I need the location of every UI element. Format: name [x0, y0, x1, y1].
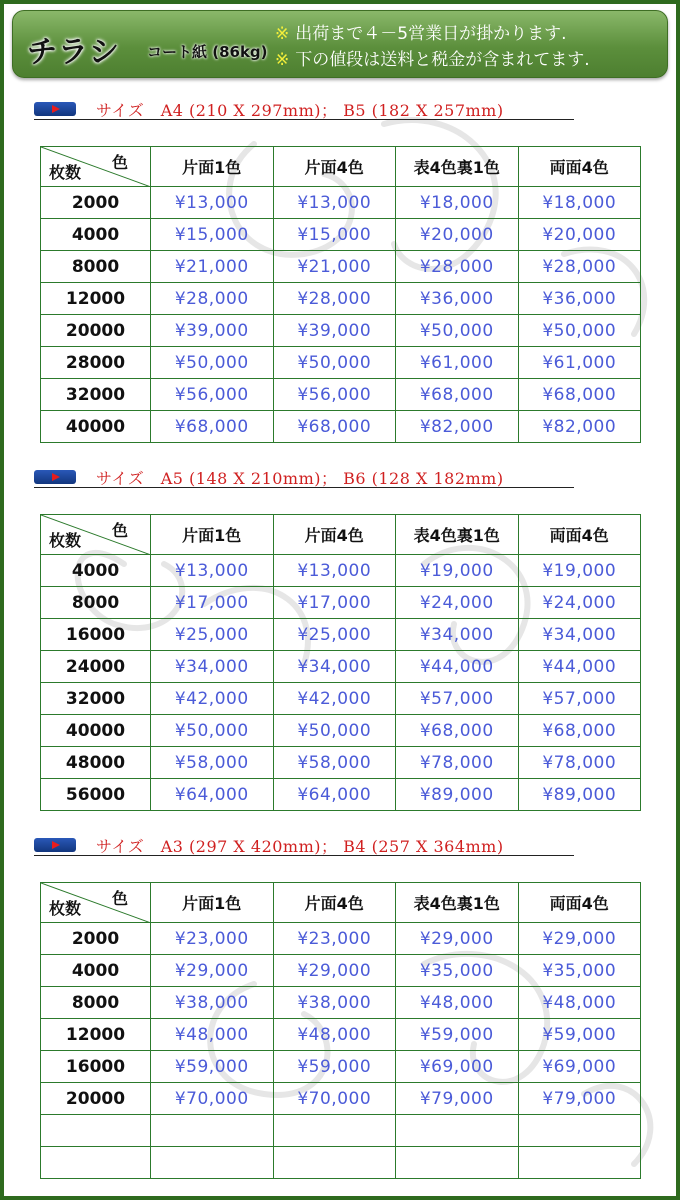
column-header: 両面4色: [518, 147, 641, 187]
note-mark: ※: [275, 50, 290, 70]
price-cell: ¥68,000: [273, 411, 396, 443]
price-cell: ¥28,000: [396, 251, 519, 283]
note-text: 出荷まで４－5営業日が掛かります.: [295, 24, 567, 44]
price-cell: ¥57,000: [518, 683, 641, 715]
quantity-cell: 20000: [41, 1083, 151, 1115]
price-cell: ¥42,000: [151, 683, 274, 715]
corner-cell: [41, 883, 151, 923]
note-mark: ※: [275, 24, 290, 44]
price-cell: ¥29,000: [273, 955, 396, 987]
price-cell: ¥59,000: [151, 1051, 274, 1083]
quantity-cell: 32000: [41, 379, 151, 411]
header-note: [275, 47, 590, 73]
price-table: [40, 146, 641, 443]
price-cell: ¥58,000: [151, 747, 274, 779]
quantity-cell: 8000: [41, 587, 151, 619]
price-cell: ¥23,000: [273, 923, 396, 955]
note-text: 下の値段は送料と税金が含まれてます.: [295, 50, 590, 70]
header-subtitle: コート紙 (86kg): [147, 43, 268, 61]
price-cell: ¥28,000: [151, 283, 274, 315]
price-cell: [396, 1147, 519, 1179]
price-cell: ¥28,000: [273, 283, 396, 315]
color-label: 色: [111, 153, 128, 172]
price-cell: ¥58,000: [273, 747, 396, 779]
table-header-row: [41, 883, 641, 923]
column-header: 片面1色: [151, 515, 274, 555]
table-header-row: [41, 515, 641, 555]
price-cell: ¥79,000: [396, 1083, 519, 1115]
price-cell: ¥70,000: [273, 1083, 396, 1115]
quantity-cell: 2000: [41, 187, 151, 219]
table-row: [41, 651, 641, 683]
price-cell: ¥68,000: [151, 411, 274, 443]
section-heading: [34, 466, 574, 488]
corner-cell: [41, 515, 151, 555]
header-note: [275, 21, 590, 47]
table-row: [41, 315, 641, 347]
price-cell: ¥82,000: [518, 411, 641, 443]
quantity-label: 枚数: [49, 899, 82, 918]
table-row: [41, 747, 641, 779]
price-cell: ¥19,000: [518, 555, 641, 587]
table-row: [41, 779, 641, 811]
quantity-cell: 16000: [41, 1051, 151, 1083]
table-row: [41, 347, 641, 379]
quantity-cell: 32000: [41, 683, 151, 715]
price-cell: ¥89,000: [518, 779, 641, 811]
table-row: [41, 1083, 641, 1115]
price-cell: ¥48,000: [151, 1019, 274, 1051]
arrow-icon: [34, 470, 76, 484]
price-cell: ¥19,000: [396, 555, 519, 587]
price-cell: ¥36,000: [518, 283, 641, 315]
table-row: [41, 283, 641, 315]
price-table: [40, 882, 641, 1179]
table-row: [41, 683, 641, 715]
table-row: [41, 555, 641, 587]
price-cell: ¥15,000: [151, 219, 274, 251]
price-cell: ¥82,000: [396, 411, 519, 443]
column-header: 片面1色: [151, 883, 274, 923]
price-cell: ¥18,000: [396, 187, 519, 219]
quantity-cell: 28000: [41, 347, 151, 379]
arrow-icon: [34, 102, 76, 116]
column-header: 両面4色: [518, 515, 641, 555]
quantity-cell: 12000: [41, 1019, 151, 1051]
price-cell: ¥50,000: [273, 347, 396, 379]
quantity-cell: 24000: [41, 651, 151, 683]
quantity-cell: 2000: [41, 923, 151, 955]
column-header: 表4色裏1色: [396, 147, 519, 187]
price-cell: ¥78,000: [396, 747, 519, 779]
color-label: 色: [111, 521, 128, 540]
table-row: [41, 187, 641, 219]
quantity-label: 枚数: [49, 531, 82, 550]
table-row: [41, 955, 641, 987]
quantity-cell: 40000: [41, 411, 151, 443]
column-header: 表4色裏1色: [396, 883, 519, 923]
price-cell: ¥17,000: [151, 587, 274, 619]
price-cell: ¥56,000: [273, 379, 396, 411]
table-row: [41, 987, 641, 1019]
quantity-cell: 4000: [41, 555, 151, 587]
header-notes: [275, 21, 590, 73]
price-cell: ¥38,000: [273, 987, 396, 1019]
price-cell: [518, 1115, 641, 1147]
column-header: 表4色裏1色: [396, 515, 519, 555]
price-cell: [151, 1115, 274, 1147]
price-cell: [273, 1147, 396, 1179]
price-cell: ¥24,000: [518, 587, 641, 619]
price-cell: ¥18,000: [518, 187, 641, 219]
price-cell: ¥13,000: [151, 555, 274, 587]
price-cell: ¥69,000: [396, 1051, 519, 1083]
quantity-cell: 8000: [41, 987, 151, 1019]
corner-cell: [41, 147, 151, 187]
table-header-row: [41, 147, 641, 187]
quantity-cell: 16000: [41, 619, 151, 651]
quantity-cell: 40000: [41, 715, 151, 747]
price-cell: [273, 1115, 396, 1147]
price-cell: [518, 1147, 641, 1179]
quantity-cell: 48000: [41, 747, 151, 779]
price-cell: ¥28,000: [518, 251, 641, 283]
price-cell: [396, 1115, 519, 1147]
table-row: [41, 379, 641, 411]
section-heading: [34, 834, 574, 856]
quantity-cell: 8000: [41, 251, 151, 283]
price-cell: ¥50,000: [151, 715, 274, 747]
price-cell: ¥59,000: [273, 1051, 396, 1083]
price-cell: ¥48,000: [518, 987, 641, 1019]
header-title: チラシ: [27, 35, 120, 70]
price-cell: ¥25,000: [273, 619, 396, 651]
price-cell: ¥42,000: [273, 683, 396, 715]
table-row: [41, 1115, 641, 1147]
quantity-cell: [41, 1147, 151, 1179]
price-cell: ¥34,000: [273, 651, 396, 683]
price-cell: ¥35,000: [518, 955, 641, 987]
table-row: [41, 1051, 641, 1083]
column-header: 片面1色: [151, 147, 274, 187]
price-cell: ¥79,000: [518, 1083, 641, 1115]
column-header: 両面4色: [518, 883, 641, 923]
price-cell: ¥64,000: [151, 779, 274, 811]
price-cell: ¥69,000: [518, 1051, 641, 1083]
table-row: [41, 587, 641, 619]
table-row: [41, 619, 641, 651]
price-cell: ¥24,000: [396, 587, 519, 619]
quantity-cell: 56000: [41, 779, 151, 811]
table-row: [41, 1019, 641, 1051]
price-cell: ¥48,000: [396, 987, 519, 1019]
column-header: 片面4色: [273, 883, 396, 923]
price-cell: ¥25,000: [151, 619, 274, 651]
price-cell: ¥38,000: [151, 987, 274, 1019]
price-cell: ¥23,000: [151, 923, 274, 955]
price-cell: ¥57,000: [396, 683, 519, 715]
section-heading: [34, 98, 574, 120]
price-cell: ¥50,000: [273, 715, 396, 747]
price-cell: ¥15,000: [273, 219, 396, 251]
header-banner: [12, 10, 668, 78]
price-cell: ¥56,000: [151, 379, 274, 411]
price-cell: ¥13,000: [273, 187, 396, 219]
price-cell: ¥21,000: [273, 251, 396, 283]
price-cell: ¥50,000: [151, 347, 274, 379]
price-cell: ¥34,000: [396, 619, 519, 651]
column-header: 片面4色: [273, 515, 396, 555]
price-cell: ¥13,000: [151, 187, 274, 219]
quantity-cell: 20000: [41, 315, 151, 347]
price-cell: [151, 1147, 274, 1179]
table-row: [41, 251, 641, 283]
section-title: サイズ A4 (210 X 297mm)； B5 (182 X 257mm): [96, 101, 504, 120]
price-cell: ¥68,000: [396, 379, 519, 411]
price-cell: ¥36,000: [396, 283, 519, 315]
price-cell: ¥61,000: [518, 347, 641, 379]
price-cell: ¥44,000: [396, 651, 519, 683]
price-cell: ¥50,000: [518, 315, 641, 347]
price-cell: ¥70,000: [151, 1083, 274, 1115]
price-cell: ¥44,000: [518, 651, 641, 683]
page-frame: [4, 4, 676, 1196]
price-cell: ¥64,000: [273, 779, 396, 811]
quantity-cell: 12000: [41, 283, 151, 315]
price-cell: ¥34,000: [151, 651, 274, 683]
table-row: [41, 411, 641, 443]
quantity-cell: 4000: [41, 219, 151, 251]
price-cell: ¥78,000: [518, 747, 641, 779]
price-cell: ¥68,000: [518, 715, 641, 747]
price-cell: ¥89,000: [396, 779, 519, 811]
price-cell: ¥68,000: [396, 715, 519, 747]
price-cell: ¥29,000: [396, 923, 519, 955]
price-cell: ¥17,000: [273, 587, 396, 619]
price-cell: ¥29,000: [151, 955, 274, 987]
price-cell: ¥20,000: [396, 219, 519, 251]
table-row: [41, 923, 641, 955]
table-row: [41, 219, 641, 251]
price-cell: ¥20,000: [518, 219, 641, 251]
price-cell: ¥13,000: [273, 555, 396, 587]
quantity-cell: [41, 1115, 151, 1147]
price-cell: ¥39,000: [151, 315, 274, 347]
price-cell: ¥68,000: [518, 379, 641, 411]
price-cell: ¥21,000: [151, 251, 274, 283]
price-cell: ¥29,000: [518, 923, 641, 955]
quantity-cell: 4000: [41, 955, 151, 987]
color-label: 色: [111, 889, 128, 908]
price-cell: ¥50,000: [396, 315, 519, 347]
price-cell: ¥61,000: [396, 347, 519, 379]
section-title: サイズ A5 (148 X 210mm)； B6 (128 X 182mm): [96, 469, 504, 488]
price-table: [40, 514, 641, 811]
column-header: 片面4色: [273, 147, 396, 187]
table-row: [41, 715, 641, 747]
price-cell: ¥59,000: [396, 1019, 519, 1051]
price-cell: ¥34,000: [518, 619, 641, 651]
section-title: サイズ A3 (297 X 420mm)； B4 (257 X 364mm): [96, 837, 504, 856]
price-cell: ¥59,000: [518, 1019, 641, 1051]
table-row: [41, 1147, 641, 1179]
price-cell: ¥39,000: [273, 315, 396, 347]
arrow-icon: [34, 838, 76, 852]
quantity-label: 枚数: [49, 163, 82, 182]
price-cell: ¥48,000: [273, 1019, 396, 1051]
price-cell: ¥35,000: [396, 955, 519, 987]
